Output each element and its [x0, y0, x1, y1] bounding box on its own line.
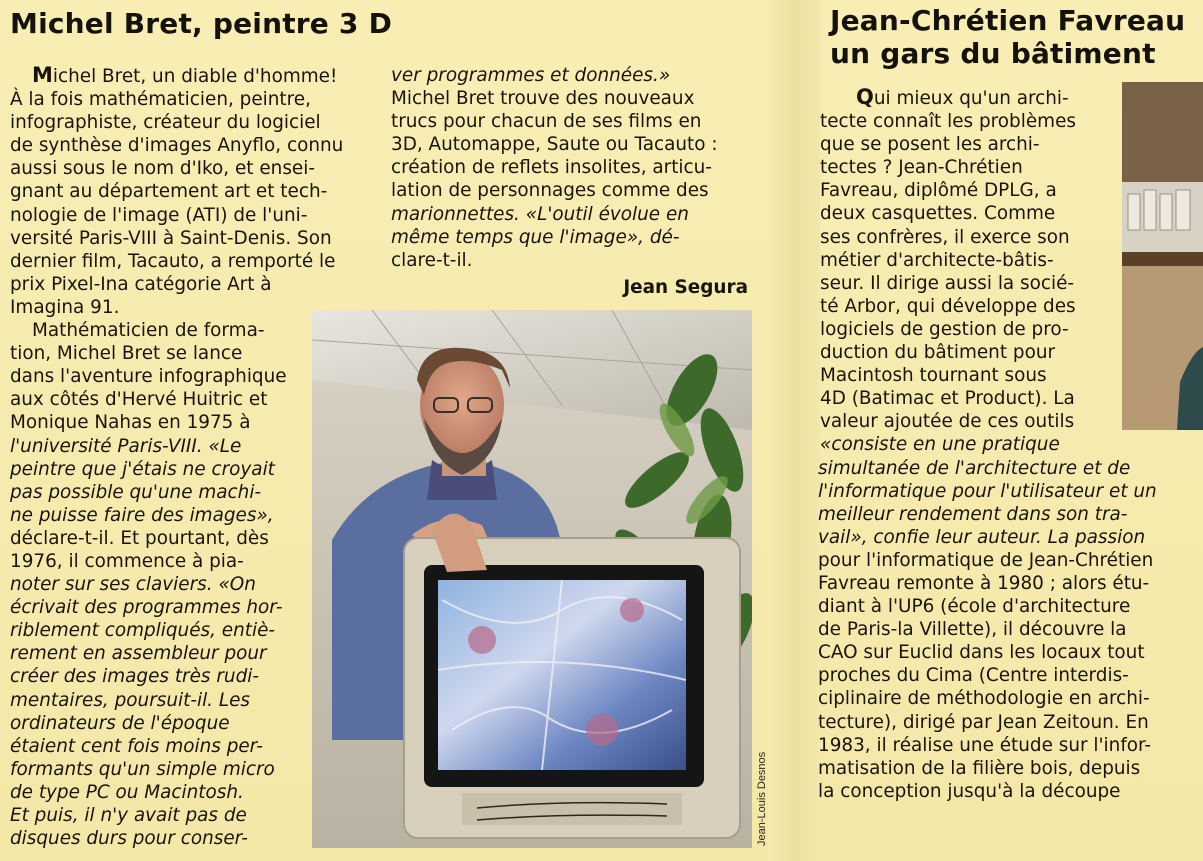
left-column-1 [10, 63, 344, 850]
text-line: meilleur rendement dans son tra- [818, 503, 1128, 525]
text-line: 1983, il réalise une étude sur l'infor- [818, 734, 1152, 756]
text-line: deux casquettes. Comme [820, 203, 1056, 225]
text-line: «consiste en une pratique [820, 434, 1060, 456]
text-line: ordinateurs de l'époque [10, 712, 230, 734]
text-line: tecte connaît les problèmes [820, 111, 1076, 133]
text-line: la conception jusqu'à la découpe [818, 780, 1121, 802]
text-line: de Paris-la Villette), il découvre la [818, 619, 1127, 641]
drop-cap: Q [856, 85, 874, 109]
text-line: Michel Bret trouve des nouveaux [391, 88, 695, 110]
text-line: 1976, il commence à pia- [10, 550, 244, 572]
text-line-content: ui mieux qu'un archi- [873, 88, 1069, 109]
text-line: écrivait des programmes hor- [10, 597, 283, 619]
right-headline-line-2: un gars du bâtiment [830, 37, 1156, 70]
text-line: 3D, Automappe, Saute ou Tacauto : [391, 134, 718, 156]
text-line: valeur ajoutée de ces outils [820, 411, 1075, 433]
photo-credit: Jean-Louis Desnos [756, 751, 768, 846]
text-line: ciplinaire de méthodologie en archi- [818, 688, 1150, 710]
text-line: trucs pour chacun de ses films en [391, 111, 702, 133]
text-line: pour l'informatique de Jean-Chrétien [818, 549, 1154, 571]
text-line: Mathématicien de forma- [32, 320, 265, 342]
text-line: de type PC ou Macintosh. [10, 781, 244, 803]
text-line: formants qu'un simple micro [10, 758, 275, 780]
text-line: étaient cent fois moins per- [10, 735, 263, 757]
text-line: ses confrères, il exerce son [820, 226, 1070, 248]
page-gutter [768, 0, 820, 861]
text-line-content: ichel Bret, un diable d'homme! [52, 66, 338, 87]
text-line: 4D (Batimac et Product). La [820, 388, 1075, 410]
text-line: gnant au département art et tech- [10, 181, 328, 203]
right-paragraph-wide [818, 457, 1202, 803]
text-line: l'université Paris-VIII. «Le [10, 435, 242, 457]
drop-cap: M [32, 63, 53, 87]
text-line: proches du Cima (Centre interdis- [818, 665, 1129, 687]
text-line: Et puis, il n'y avait pas de [10, 805, 247, 826]
text-line: simultanée de l'architecture et de [818, 457, 1131, 479]
text-line: matisation de la filière bois, depuis [818, 757, 1141, 779]
career-paragraph [10, 319, 292, 850]
text-line: À la fois mathématicien, peintre, [10, 89, 311, 111]
text-line: infographiste, créateur du logiciel [10, 112, 321, 134]
right-headline [830, 4, 1203, 70]
text-line: peintre que j'étais ne croyait [10, 458, 275, 480]
text-line: vail», confie leur auteur. La passion [818, 526, 1146, 548]
continuation-paragraph [391, 64, 748, 272]
text-line: té Arbor, qui développe des [820, 295, 1076, 317]
text-line: tectes ? Jean-Chrétien [820, 157, 1023, 179]
left-column-2 [391, 64, 748, 299]
text-line: diant à l'UP6 (école d'architecture [818, 596, 1131, 618]
text-line: Monique Nahas en 1975 à [10, 412, 251, 434]
text-line: tecture), dirigé par Jean Zeitoun. En [818, 711, 1149, 733]
text-line: déclare-t-il. Et pourtant, dès [10, 527, 269, 549]
text-line: riblement compliqués, entiè- [10, 620, 276, 642]
text-line: Favreau remonte à 1980 ; alors étu- [818, 572, 1150, 594]
text-line: même temps que l'image», dé- [391, 226, 680, 248]
right-headline-line-1: Jean-Chrétien Favreau [830, 4, 1186, 37]
text-line: tion, Michel Bret se lance [10, 343, 243, 365]
text-line: clare-t-il. [391, 249, 473, 271]
text-line: noter sur ses claviers. «On [10, 574, 256, 596]
text-line: dernier film, Tacauto, a remporté le [10, 250, 336, 272]
text-line: seur. Il dirige aussi la socié- [820, 272, 1075, 294]
text-line: marionnettes. «L'outil évolue en [391, 203, 689, 225]
text-line: Favreau, diplômé DPLG, a [820, 180, 1057, 202]
text-line: prix Pixel-Ina catégorie Art à [10, 273, 272, 295]
text-line: pas possible qu'une machi- [10, 481, 262, 503]
byline: Jean Segura [623, 276, 748, 298]
text-line: aux côtés d'Hervé Huitric et [10, 389, 268, 411]
text-line: nologie de l'image (ATI) de l'uni- [10, 204, 308, 226]
text-line: logiciels de gestion de pro- [820, 318, 1069, 340]
text-line: création de reflets insolites, articu- [391, 157, 712, 179]
right-paragraph-narrow [820, 86, 1116, 457]
text-line: l'informatique pour l'utilisateur et un [818, 480, 1157, 502]
text-line: disques durs pour conser- [10, 828, 248, 850]
text-line: rement en assembleur pour [10, 643, 267, 665]
text-line: duction du bâtiment pour [820, 342, 1056, 364]
right-column [818, 86, 1202, 803]
text-line: CAO sur Euclid dans les locaux tout [818, 642, 1145, 664]
text-line: ver programmes et données.» [391, 65, 671, 86]
text-line: aussi sous le nom d'Iko, et ensei- [10, 158, 315, 180]
text-line: dans l'aventure infographique [10, 366, 287, 388]
text-line: ne puisse faire des images», [10, 504, 274, 526]
text-line: métier d'architecte-bâtis- [820, 249, 1054, 271]
text-line: lation de personnages comme des [391, 180, 709, 202]
left-headline: Michel Bret, peintre 3 D [10, 7, 393, 40]
text-line: mentaires, poursuit-il. Les [10, 689, 251, 711]
text-line [820, 86, 1116, 110]
text-line: que se posent les archi- [820, 134, 1040, 156]
text-line: de synthèse d'images Anyflo, connu [10, 135, 344, 157]
text-line: créer des images très rudi- [10, 666, 259, 688]
text-line [10, 63, 338, 88]
text-line: Macintosh tournant sous [820, 365, 1047, 387]
intro-paragraph [10, 63, 344, 319]
text-line: versité Paris-VIII à Saint-Denis. Son [10, 227, 332, 249]
portrait-photo [312, 310, 752, 848]
text-line: Imagina 91. [10, 296, 120, 318]
